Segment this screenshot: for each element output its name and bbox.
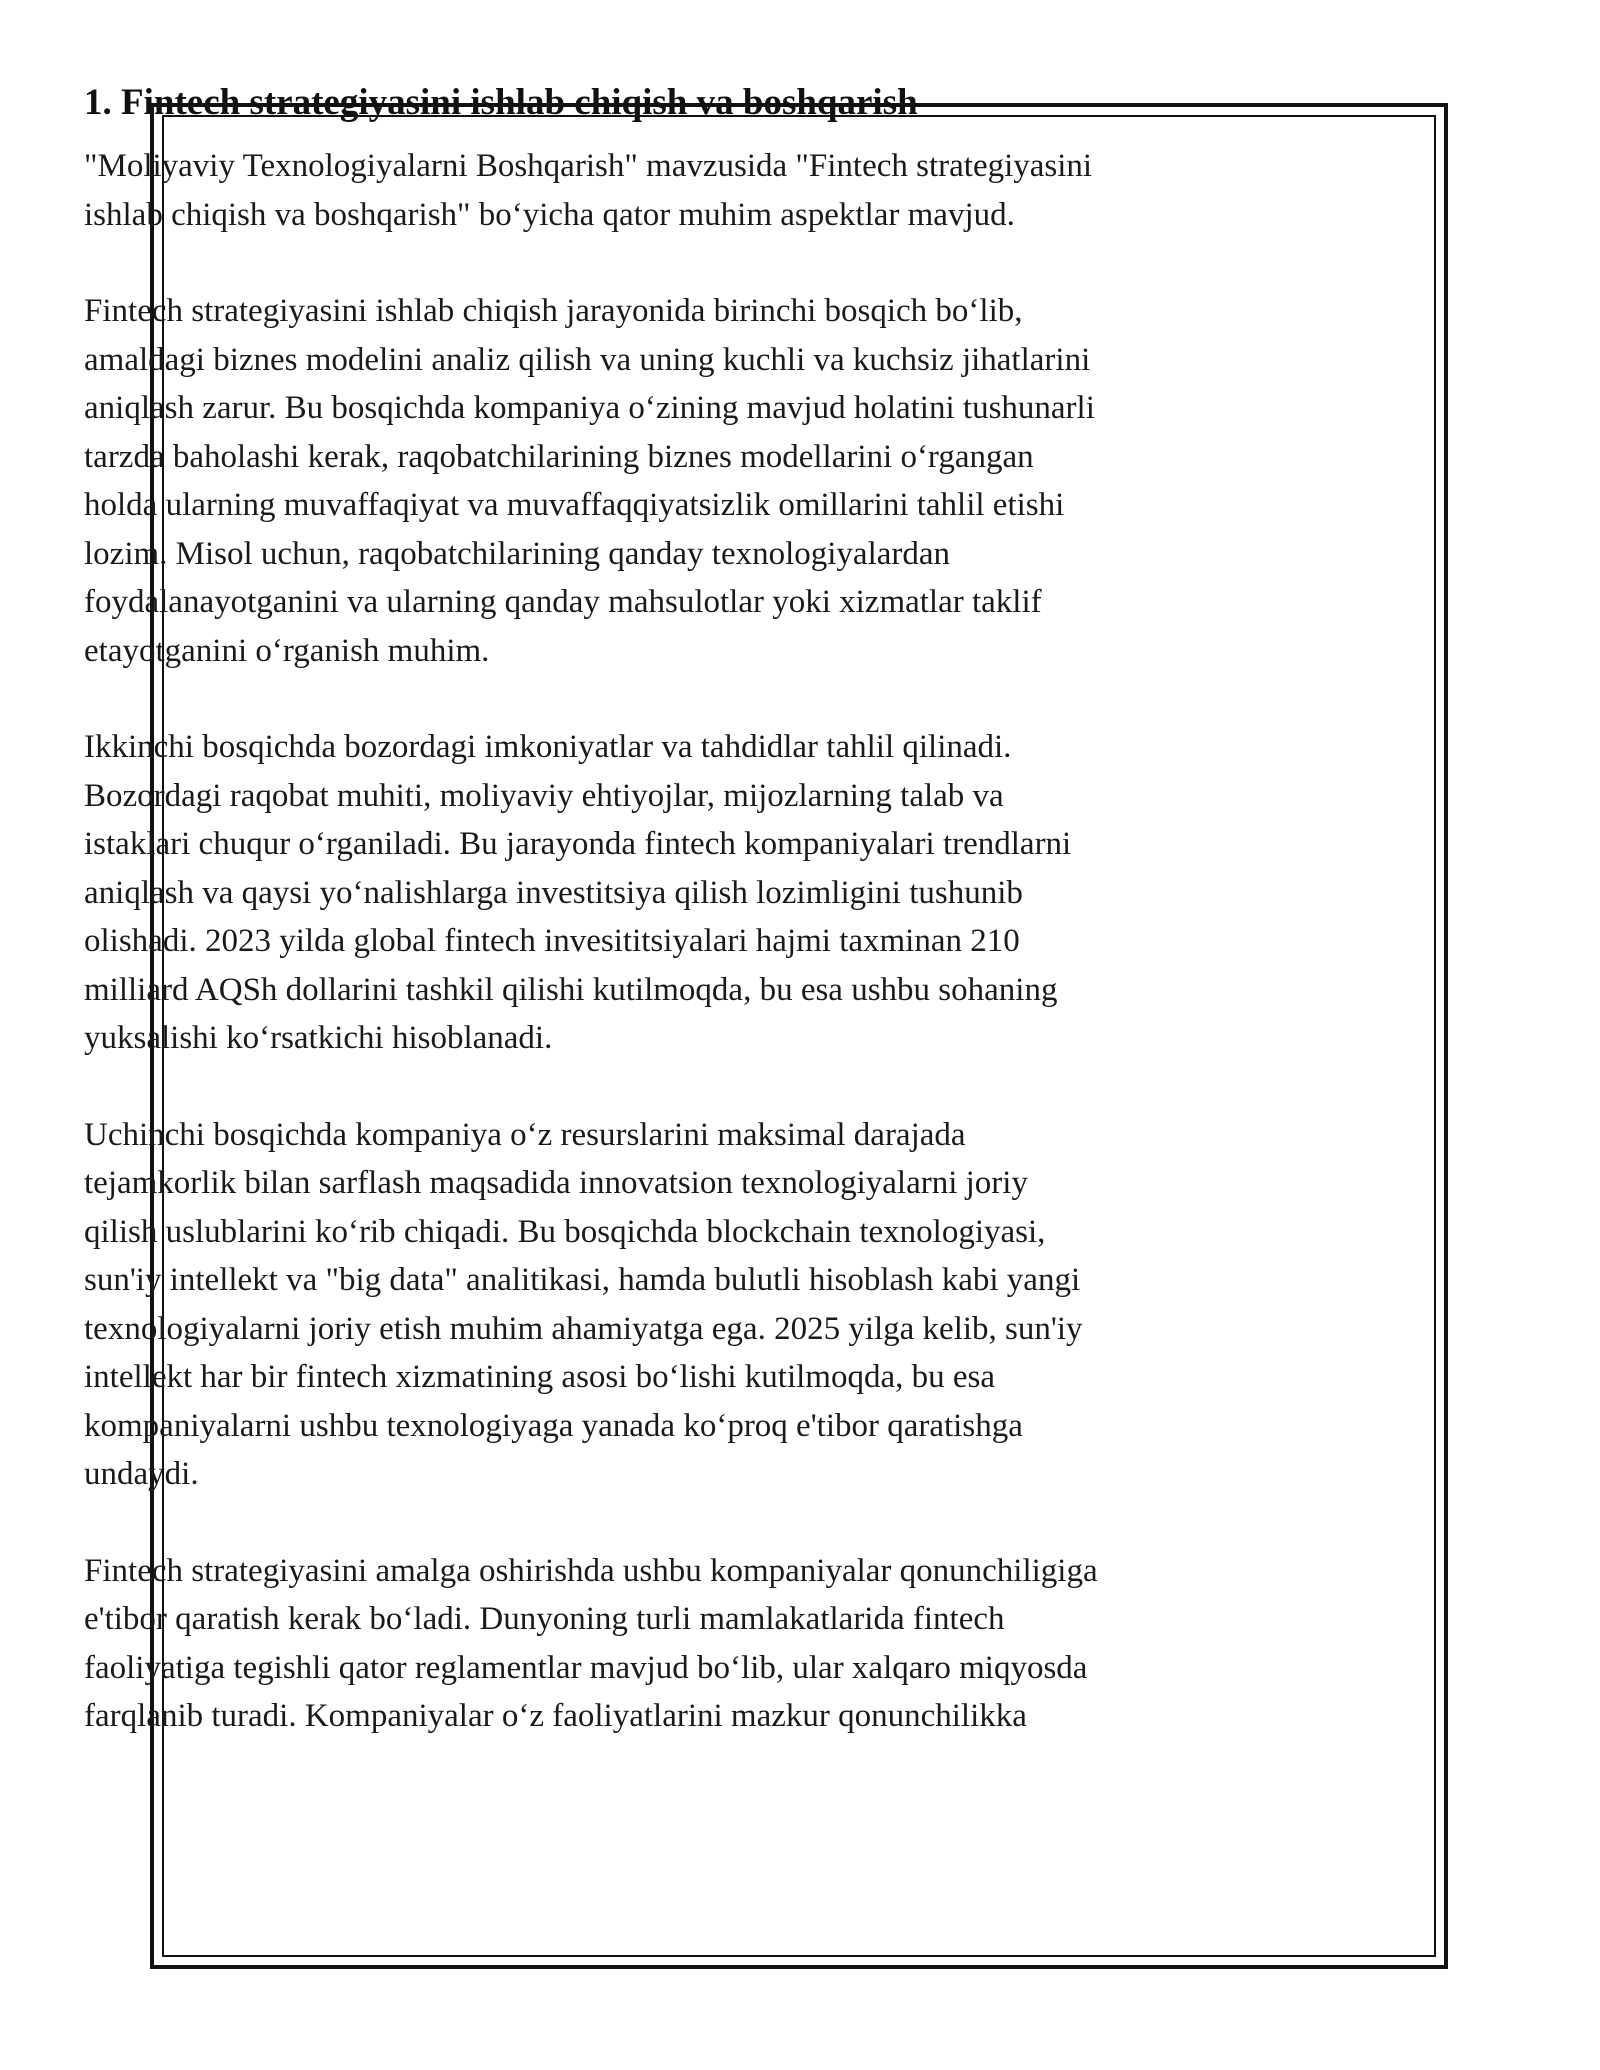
paragraphs [84,142,1214,1741]
paragraph-line: e'tibor qaratish kerak boʻladi. Dunyoning turli mamlakatlarida fintech [84,1601,1005,1637]
paragraph-line: milliard AQSh dollarini tashkil qilishi kutilmoqda, bu esa ushbu sohaning [84,971,1058,1008]
paragraph-line: olishadi. 2023 yilda global fintech invesititsiyalari hajmi taxminan 210 [84,923,1020,959]
paragraph-line: texnologiyalarni joriy etish muhim ahamiyatga ega. 2025 yilga kelib, sun'iy [84,1310,1083,1347]
paragraph-line: lozim. Misol uchun, raqobatchilarining qanday texnologiyalardan [84,535,951,572]
paragraph-line: Fintech strategiyasini ishlab chiqish jarayonida birinchi bosqich boʻlib, [84,293,1023,329]
paragraph [84,1111,1214,1499]
paragraph-line: qilish uslublarini koʻrib chiqadi. Bu bosqichda blockchain texnologiyasi, [84,1213,1046,1250]
paragraph-line: Bozordagi raqobat muhiti, moliyaviy ehtiyojlar, mijozlarning talab va [84,777,1004,814]
paragraph [84,142,1214,239]
paragraph-line: Uchinchi bosqichda kompaniya oʻz resurslarini maksimal darajada [84,1116,966,1153]
paragraph-line: farqlanib turadi. Kompaniyalar oʻz faoliyatlarini mazkur qonunchilikka [84,1698,1027,1734]
paragraph [84,1547,1214,1741]
paragraph-line: tejamkorlik bilan sarflash maqsadida innovatsion texnologiyalarni joriy [84,1165,1028,1201]
paragraph [84,723,1214,1063]
paragraph-line: Fintech strategiyasini amalga oshirishda ushbu kompaniyalar qonunchiligiga [84,1552,1098,1589]
paragraph-line: sun'iy intellekt va "big data" analitikasi, hamda bulutli hisoblash kabi yangi [84,1262,1081,1298]
document-content [84,80,1214,1789]
paragraph-line: holda ularning muvaffaqiyat va muvaffaqqiyatsizlik omillarini tahlil etishi [84,487,1065,523]
paragraph-line: aniqlash zarur. Bu bosqichda kompaniya oʻzining mavjud holatini tushunarli [84,390,1095,426]
paragraph-line: etayotganini oʻrganish muhim. [84,632,490,669]
paragraph-line: ishlab chiqish va boshqarish" boʻyicha qator muhim aspektlar mavjud. [84,196,1015,233]
paragraph-line: istaklari chuqur oʻrganiladi. Bu jarayonda fintech kompaniyalari trendlarni [84,826,1072,862]
paragraph-line: foydalanayotganini va ularning qanday mahsulotlar yoki xizmatlar taklif [84,584,1042,620]
paragraph-line: faoliyatiga tegishli qator reglamentlar mavjud boʻlib, ular xalqaro miqyosda [84,1649,1088,1686]
paragraph-line: intellekt har bir fintech xizmatining asosi boʻlishi kutilmoqda, bu esa [84,1359,995,1395]
paragraph-line: tarzda baholashi kerak, raqobatchilarining biznes modellarini oʻrgangan [84,438,1034,475]
paragraph [84,287,1214,675]
paragraph-line: Ikkinchi bosqichda bozordagi imkoniyatlar va tahdidlar tahlil qilinadi. [84,729,1012,765]
paragraph-line: amaldagi biznes modelini analiz qilish va uning kuchli va kuchsiz jihatlarini [84,341,1091,378]
section-heading: 1. Fintech strategiyasini ishlab chiqish va boshqarish [84,82,918,123]
paragraph-line: "Moliyaviy Texnologiyalarni Boshqarish" mavzusida "Fintech strategiyasini [84,148,1093,184]
paragraph-line: undaydi. [84,1456,199,1492]
paragraph-line: kompaniyalarni ushbu texnologiyaga yanada koʻproq e'tibor qaratishga [84,1407,1023,1444]
paragraph-line: yuksalishi koʻrsatkichi hisoblanadi. [84,1020,553,1056]
paragraph-line: aniqlash va qaysi yoʻnalishlarga investitsiya qilish lozimligini tushunib [84,874,1023,911]
